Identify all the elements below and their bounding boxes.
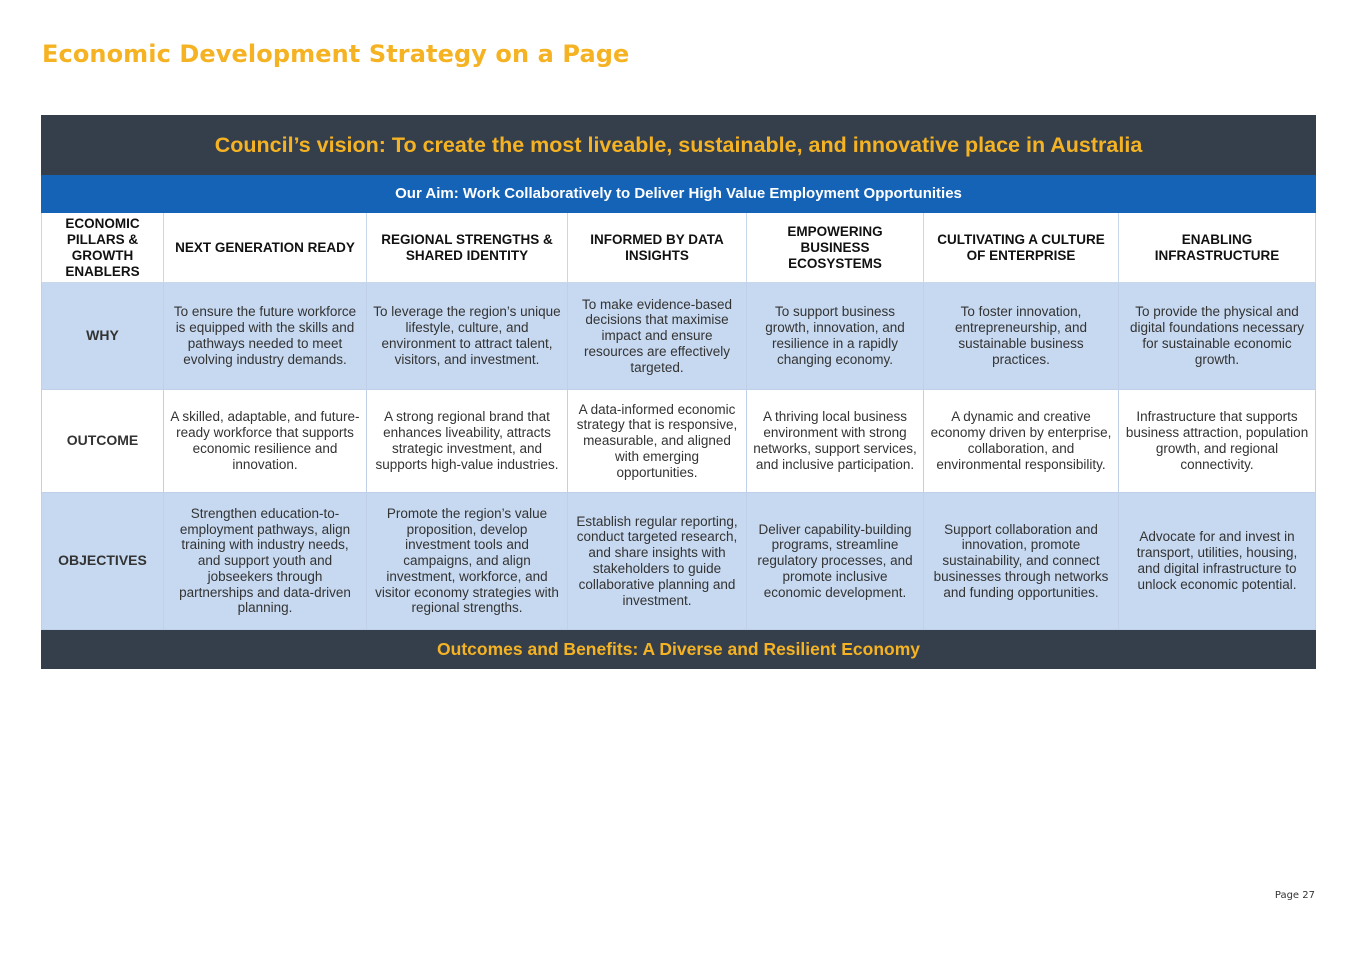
why-cell: To ensure the future workforce is equipped with the skills and pathways needed to meet evolving industry demands.	[164, 283, 367, 390]
why-cell: To provide the physical and digital foundations necessary for sustainable economic growth.	[1119, 283, 1316, 390]
pillar-header: INFORMED BY DATA INSIGHTS	[568, 213, 747, 283]
row-label-objectives: OBJECTIVES	[42, 493, 164, 630]
outcome-cell: A dynamic and creative economy driven by enterprise, collaboration, and environmental responsibility.	[924, 390, 1119, 493]
page-title: Economic Development Strategy on a Page	[42, 40, 630, 68]
row-label-outcome: OUTCOME	[42, 390, 164, 493]
outcomes-banner: Outcomes and Benefits: A Diverse and Resilient Economy	[42, 630, 1316, 669]
objectives-cell: Promote the region’s value proposition, develop investment tools and campaigns, and align investment, workforce, and visitor economy strategies with regional strengths.	[367, 493, 568, 630]
objectives-cell: Establish regular reporting, conduct targeted research, and share insights with stakeholders to guide collaborative planning and investment.	[568, 493, 747, 630]
why-cell: To foster innovation, entrepreneurship, and sustainable business practices.	[924, 283, 1119, 390]
pillar-header-row	[42, 213, 1316, 283]
header-label: ECONOMIC PILLARS & GROWTH ENABLERS	[42, 213, 164, 283]
page-number: Page 27	[1274, 890, 1315, 901]
strategy-table	[41, 115, 1316, 669]
aim-row	[42, 175, 1316, 213]
why-cell: To make evidence-based decisions that maximise impact and ensure resources are effectively targeted.	[568, 283, 747, 390]
row-label-why: WHY	[42, 283, 164, 390]
why-row	[42, 283, 1316, 390]
why-cell: To leverage the region’s unique lifestyle, culture, and environment to attract talent, visitors, and investment.	[367, 283, 568, 390]
vision-row	[42, 116, 1316, 175]
objectives-cell: Advocate for and invest in transport, utilities, housing, and digital infrastructure to unlock economic potential.	[1119, 493, 1316, 630]
outcome-cell: A skilled, adaptable, and future-ready workforce that supports economic resilience and innovation.	[164, 390, 367, 493]
outcome-cell: A thriving local business environment with strong networks, support services, and inclusive participation.	[747, 390, 924, 493]
objectives-row	[42, 493, 1316, 630]
pillar-header: NEXT GENERATION READY	[164, 213, 367, 283]
outcome-row	[42, 390, 1316, 493]
footer-row	[42, 630, 1316, 669]
objectives-cell: Support collaboration and innovation, promote sustainability, and connect businesses through networks and funding opportunities.	[924, 493, 1119, 630]
pillar-header: EMPOWERING BUSINESS ECOSYSTEMS	[747, 213, 924, 283]
outcome-cell: Infrastructure that supports business attraction, population growth, and regional connectivity.	[1119, 390, 1316, 493]
outcome-cell: A data-informed economic strategy that is responsive, measurable, and aligned with emerging opportunities.	[568, 390, 747, 493]
objectives-cell: Strengthen education-to-employment pathways, align training with industry needs, and support youth and jobseekers through partnerships and data-driven planning.	[164, 493, 367, 630]
pillar-header: CULTIVATING A CULTURE OF ENTERPRISE	[924, 213, 1119, 283]
why-cell: To support business growth, innovation, and resilience in a rapidly changing economy.	[747, 283, 924, 390]
vision-banner: Council’s vision: To create the most liveable, sustainable, and innovative place in Australia	[42, 116, 1316, 175]
outcome-cell: A strong regional brand that enhances liveability, attracts strategic investment, and supports high-value industries.	[367, 390, 568, 493]
objectives-cell: Deliver capability-building programs, streamline regulatory processes, and promote inclusive economic development.	[747, 493, 924, 630]
pillar-header: ENABLING INFRASTRUCTURE	[1119, 213, 1316, 283]
pillar-header: REGIONAL STRENGTHS & SHARED IDENTITY	[367, 213, 568, 283]
aim-banner: Our Aim: Work Collaboratively to Deliver High Value Employment Opportunities	[42, 175, 1316, 213]
